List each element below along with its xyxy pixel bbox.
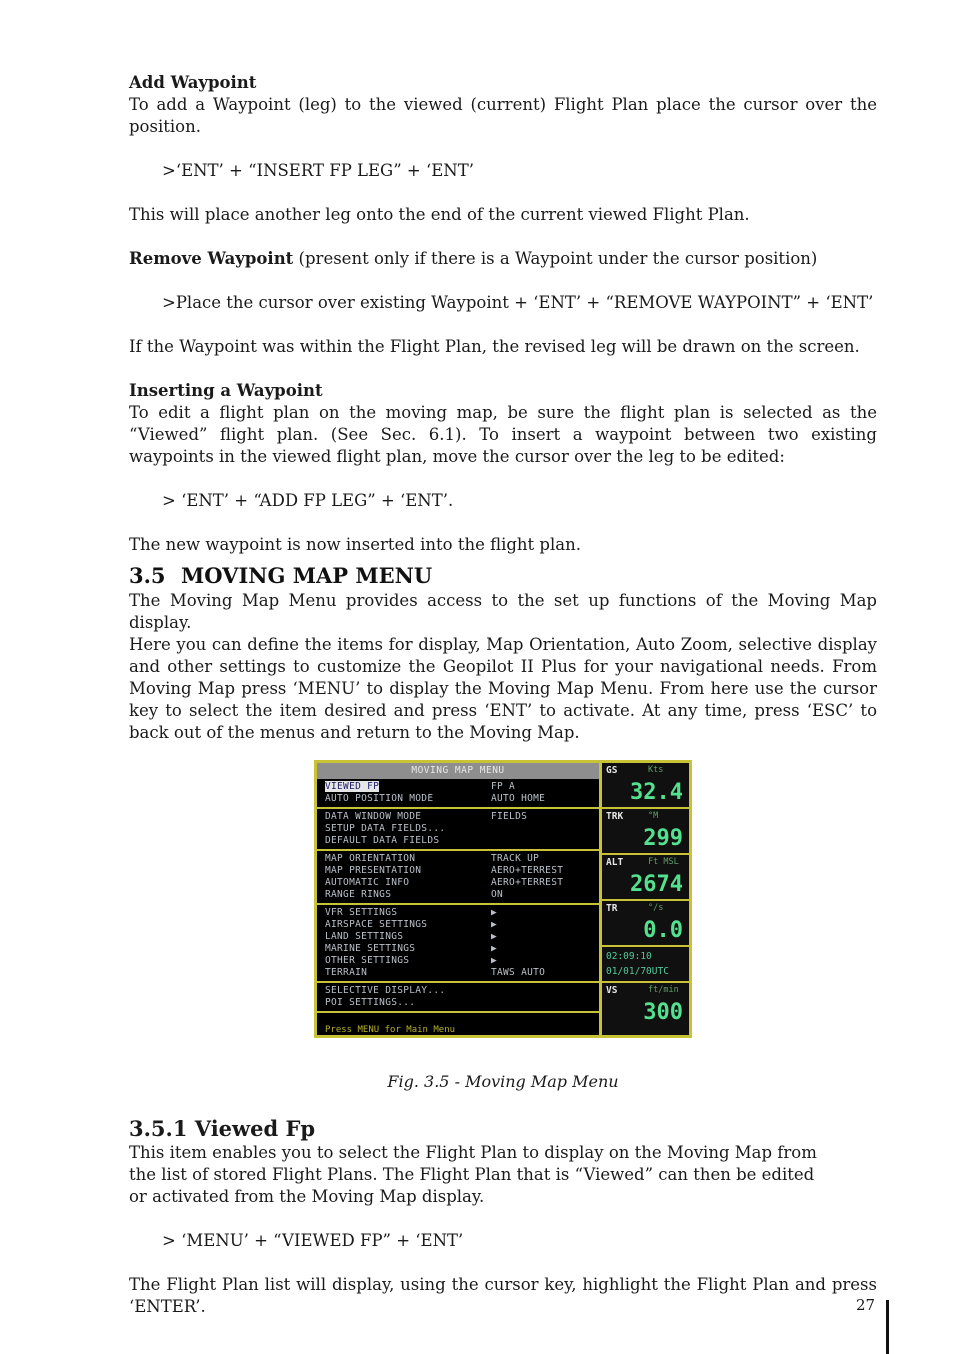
vs-field xyxy=(602,983,689,1027)
menu-item-label: VIEWED FP xyxy=(325,781,380,792)
menu-item-label: AIRSPACE SETTINGS xyxy=(325,919,428,930)
gs-label: GS xyxy=(606,765,618,776)
screen-menu-item[interactable] xyxy=(325,955,599,967)
vs-label: VS xyxy=(606,985,618,996)
remove-waypoint-command: >Place the cursor over existing Waypoint + ‘ENT’ + “REMOVE WAYPOINT” + ‘ENT’ xyxy=(162,293,874,312)
screen-menu-item[interactable] xyxy=(325,811,599,823)
add-waypoint-command: >‘ENT’ + “INSERT FP LEG” + ‘ENT’ xyxy=(162,161,474,180)
insert-waypoint-command: > ‘ENT’ + “ADD FP LEG” + ‘ENT’. xyxy=(162,491,454,510)
remove-waypoint-after: If the Waypoint was within the Flight Plan, the revised leg will be drawn on the screen. xyxy=(129,337,860,356)
gs-value: 32.4 xyxy=(630,780,683,805)
screen-menu-title: MOVING MAP MENU xyxy=(317,763,599,779)
menu-item-value: TRACK UP xyxy=(491,853,540,864)
trk-unit: °M xyxy=(648,811,659,821)
menu-item-value: FP A xyxy=(491,781,516,792)
section-number: 3.5 xyxy=(129,563,166,588)
menu-item-label: POI SETTINGS... xyxy=(325,997,416,1008)
screen-menu-item[interactable] xyxy=(325,907,599,919)
menu-item-label: AUTOMATIC INFO xyxy=(325,877,410,888)
time-field xyxy=(602,947,689,983)
menu-item-label: RANGE RINGS xyxy=(325,889,392,900)
tr-value: 0.0 xyxy=(643,918,683,943)
menu-item-value xyxy=(491,985,599,997)
menu-item-label: SELECTIVE DISPLAY... xyxy=(325,985,446,996)
section-title: MOVING MAP MENU xyxy=(181,563,433,588)
section-paragraph-1: The Moving Map Menu provides access to the set up functions of the Moving Map display. xyxy=(129,591,877,632)
screen-menu-block xyxy=(317,905,599,983)
screen-menu-item[interactable] xyxy=(325,997,599,1009)
menu-item-label: OTHER SETTINGS xyxy=(325,955,410,966)
screen-menu-item[interactable] xyxy=(325,877,599,889)
screen-menu-footer: Press MENU for Main Menu xyxy=(325,1025,456,1035)
screen-menu-item[interactable] xyxy=(325,793,599,805)
screen-menu-item[interactable] xyxy=(325,967,599,979)
screen-menu-item[interactable] xyxy=(325,919,599,931)
menu-item-value: ON xyxy=(491,889,504,900)
page-edge-rule xyxy=(886,1300,889,1354)
date-value: 01/01/70UTC xyxy=(606,966,669,977)
time-value: 02:09:10 xyxy=(606,951,652,962)
menu-item-label: VFR SETTINGS xyxy=(325,907,398,918)
tr-label: TR xyxy=(606,903,618,914)
gs-unit: Kts xyxy=(648,765,664,775)
menu-item-value: FIELDS xyxy=(491,811,528,822)
menu-item-value xyxy=(491,835,599,847)
menu-item-label: MAP ORIENTATION xyxy=(325,853,416,864)
section-heading xyxy=(129,562,877,590)
screen-menu-item[interactable] xyxy=(325,943,599,955)
screen-menu-item[interactable] xyxy=(325,781,599,793)
alt-unit: Ft MSL xyxy=(648,857,679,867)
remove-waypoint-line xyxy=(129,248,877,270)
menu-item-label: DATA WINDOW MODE xyxy=(325,811,422,822)
trk-label: TRK xyxy=(606,811,624,822)
add-waypoint-heading: Add Waypoint xyxy=(129,73,257,92)
screen-data-fields xyxy=(602,763,689,1035)
vs-unit: ft/min xyxy=(648,985,679,995)
screen-menu-blocks xyxy=(317,779,599,1013)
menu-item-label: AUTO POSITION MODE xyxy=(325,793,434,804)
subsection-after: The Flight Plan list will display, using the cursor key, highlight the Flight Plan and press ‘ENTER’. xyxy=(129,1275,877,1316)
tr-field xyxy=(602,901,689,947)
subsection-number: 3.5.1 xyxy=(129,1116,188,1141)
menu-item-value: ▶ xyxy=(491,907,498,918)
screen-menu-item[interactable] xyxy=(325,823,599,835)
remove-waypoint-heading: Remove Waypoint xyxy=(129,249,294,268)
menu-item-label: MAP PRESENTATION xyxy=(325,865,422,876)
menu-item-label: LAND SETTINGS xyxy=(325,931,404,942)
alt-value: 2674 xyxy=(630,872,683,897)
section-paragraph-2: Here you can define the items for display, Map Orientation, Auto Zoom, selective display and other settings to customize the Geopilot II Plus for your navigational needs. From Moving Map press ‘MENU’ to display the Moving Map Menu. From here use the cursor key to select the item desired and press ‘ENT’ to activate. At any time, press ‘ESC’ to back out of the menus and return to the Moving Map. xyxy=(129,635,877,742)
trk-field xyxy=(602,809,689,855)
screen-menu-item[interactable] xyxy=(325,931,599,943)
vs-value: 300 xyxy=(643,1000,683,1025)
screen-menu-panel xyxy=(317,763,602,1035)
alt-label: ALT xyxy=(606,857,624,868)
screen-menu-item[interactable] xyxy=(325,835,599,847)
page-number: 27 xyxy=(856,1296,876,1314)
add-waypoint-after: This will place another leg onto the end of the current viewed Flight Plan. xyxy=(129,205,750,224)
menu-item-value: ▶ xyxy=(491,955,498,966)
figure-caption: Fig. 3.5 - Moving Map Menu xyxy=(387,1072,619,1091)
subsection-command: > ‘MENU’ + “VIEWED FP” + ‘ENT’ xyxy=(162,1231,464,1250)
subsection-heading xyxy=(129,1116,877,1142)
screen-menu-item[interactable] xyxy=(325,853,599,865)
menu-item-label: TERRAIN xyxy=(325,967,368,978)
insert-waypoint-heading: Inserting a Waypoint xyxy=(129,381,323,400)
insert-waypoint-after: The new waypoint is now inserted into the flight plan. xyxy=(129,535,581,554)
tr-unit: °/s xyxy=(648,903,664,913)
screen-menu-block xyxy=(317,809,599,851)
insert-waypoint-text: To edit a flight plan on the moving map, be sure the flight plan is selected as the “Viewed” flight plan. (See Sec. 6.1). To insert a waypoint between two existing waypoints in the viewed flight plan, move the cursor over the leg to be edited: xyxy=(129,403,877,466)
screen-menu-item[interactable] xyxy=(325,865,599,877)
trk-value: 299 xyxy=(643,826,683,851)
page-content xyxy=(129,72,877,1318)
gs-field xyxy=(602,763,689,809)
moving-map-menu-screenshot xyxy=(314,760,692,1038)
menu-item-value: ▶ xyxy=(491,931,498,942)
menu-item-label: SETUP DATA FIELDS... xyxy=(325,823,446,834)
menu-item-value: ▶ xyxy=(491,919,498,930)
screen-menu-block xyxy=(317,983,599,1013)
subsection-title: Viewed Fp xyxy=(194,1116,316,1141)
remove-waypoint-note: (present only if there is a Waypoint under the cursor position) xyxy=(293,249,818,268)
screen-menu-block xyxy=(317,851,599,905)
screen-menu-block xyxy=(317,779,599,809)
menu-item-label: DEFAULT DATA FIELDS xyxy=(325,835,440,846)
menu-item-value: AERO+TERREST xyxy=(491,877,564,888)
menu-item-value: AUTO HOME xyxy=(491,793,546,804)
menu-item-value xyxy=(491,997,599,1009)
screen-menu-item[interactable] xyxy=(325,985,599,997)
screen-menu-item[interactable] xyxy=(325,889,599,901)
menu-item-value: AERO+TERREST xyxy=(491,865,564,876)
menu-item-value xyxy=(491,823,599,835)
alt-field xyxy=(602,855,689,901)
menu-item-label: MARINE SETTINGS xyxy=(325,943,416,954)
menu-item-value: TAWS AUTO xyxy=(491,967,546,978)
menu-item-value: ▶ xyxy=(491,943,498,954)
subsection-text: This item enables you to select the Flight Plan to display on the Moving Map from the list of stored Flight Plans. The Flight Plan that is “Viewed” can then be edited or activated from the Moving Map display. xyxy=(129,1143,817,1206)
add-waypoint-text: To add a Waypoint (leg) to the viewed (current) Flight Plan place the cursor over the position. xyxy=(129,95,877,136)
